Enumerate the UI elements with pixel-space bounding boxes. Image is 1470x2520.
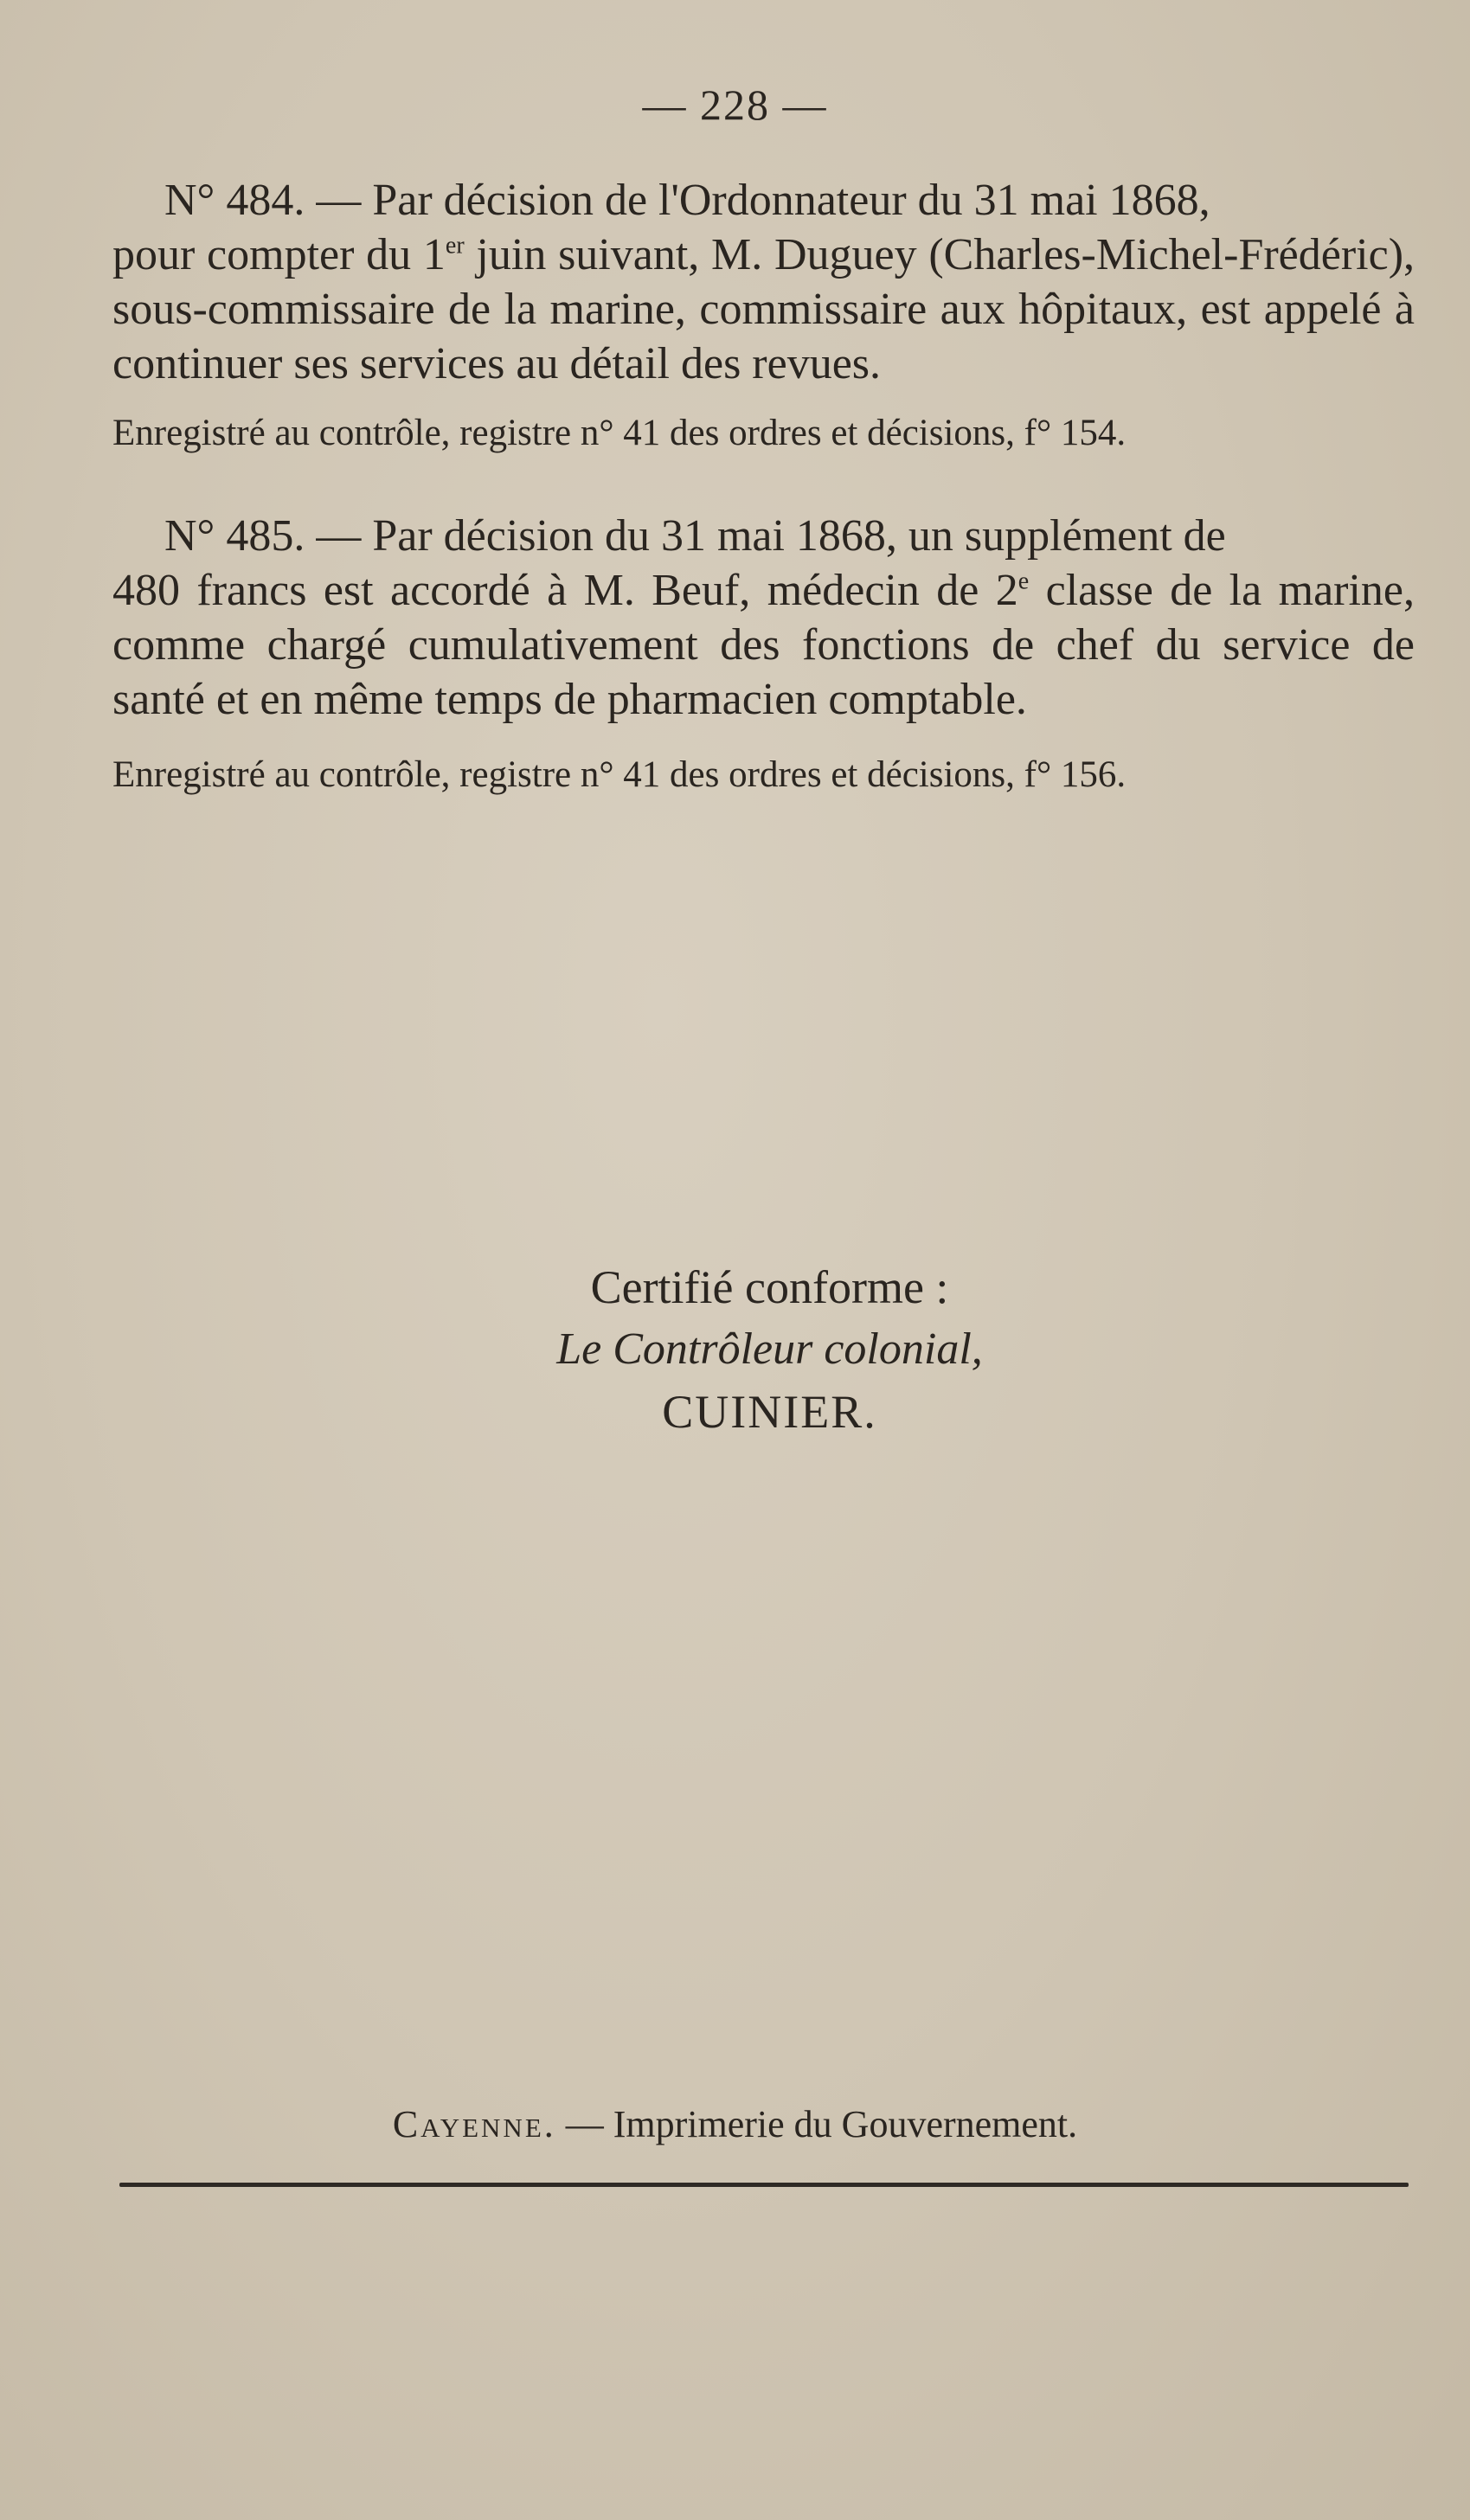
entry-485-note: Enregistré au contrôle, registre n° 41 des ordres et décisions, f° 156.: [112, 754, 1127, 795]
certification-name: CUINIER.: [662, 1386, 877, 1438]
page-number: — 228 —: [642, 80, 828, 129]
entry-484-after-sup: juin suivant, M. Duguey (Charles-Michel-Frédéric), sous-commissaire de la marine, commissaire aux hôpitaux, est appelé à continuer ses services au détail des revues.: [112, 230, 1415, 388]
entry-484-note: Enregistré au contrôle, registre n° 41 des ordres et décisions, f° 154.: [112, 413, 1127, 453]
entry-485-text: [112, 509, 1415, 727]
certification-block: [0, 1256, 1470, 1443]
certification-title: Le Contrôleur colonial,: [556, 1324, 983, 1374]
entry-485-lead: N° 485. — Par décision du 31 mai 1868, un supplément de: [164, 511, 1226, 561]
certification-line: Certifié conforme :: [590, 1261, 949, 1313]
entry-485: [112, 509, 1415, 727]
entry-485-before-sup: 480 francs est accordé à M. Beuf, médecin de 2: [112, 566, 1018, 615]
entry-484-text: [112, 173, 1415, 391]
entry-485-sup: e: [1017, 567, 1030, 595]
imprint-city: Cayenne.: [392, 2103, 556, 2145]
entry-484-before-sup: pour compter du 1: [112, 230, 446, 279]
entry-484: [112, 173, 1415, 391]
imprint: [0, 2102, 1470, 2146]
bottom-rule: [119, 2183, 1409, 2187]
entry-485-note-block: [112, 753, 1415, 798]
entry-484-sup: er: [445, 232, 465, 260]
entry-484-note-block: [112, 411, 1415, 456]
imprint-rest: — Imprimerie du Gouvernement.: [555, 2103, 1078, 2145]
entry-485-after-sup: classe de la marine, comme chargé cumulativement des fonctions de chef du service de santé et en même temps de pharmacien comptable.: [112, 566, 1415, 724]
entry-484-lead: N° 484. — Par décision de l'Ordonnateur du 31 mai 1868,: [164, 176, 1210, 225]
